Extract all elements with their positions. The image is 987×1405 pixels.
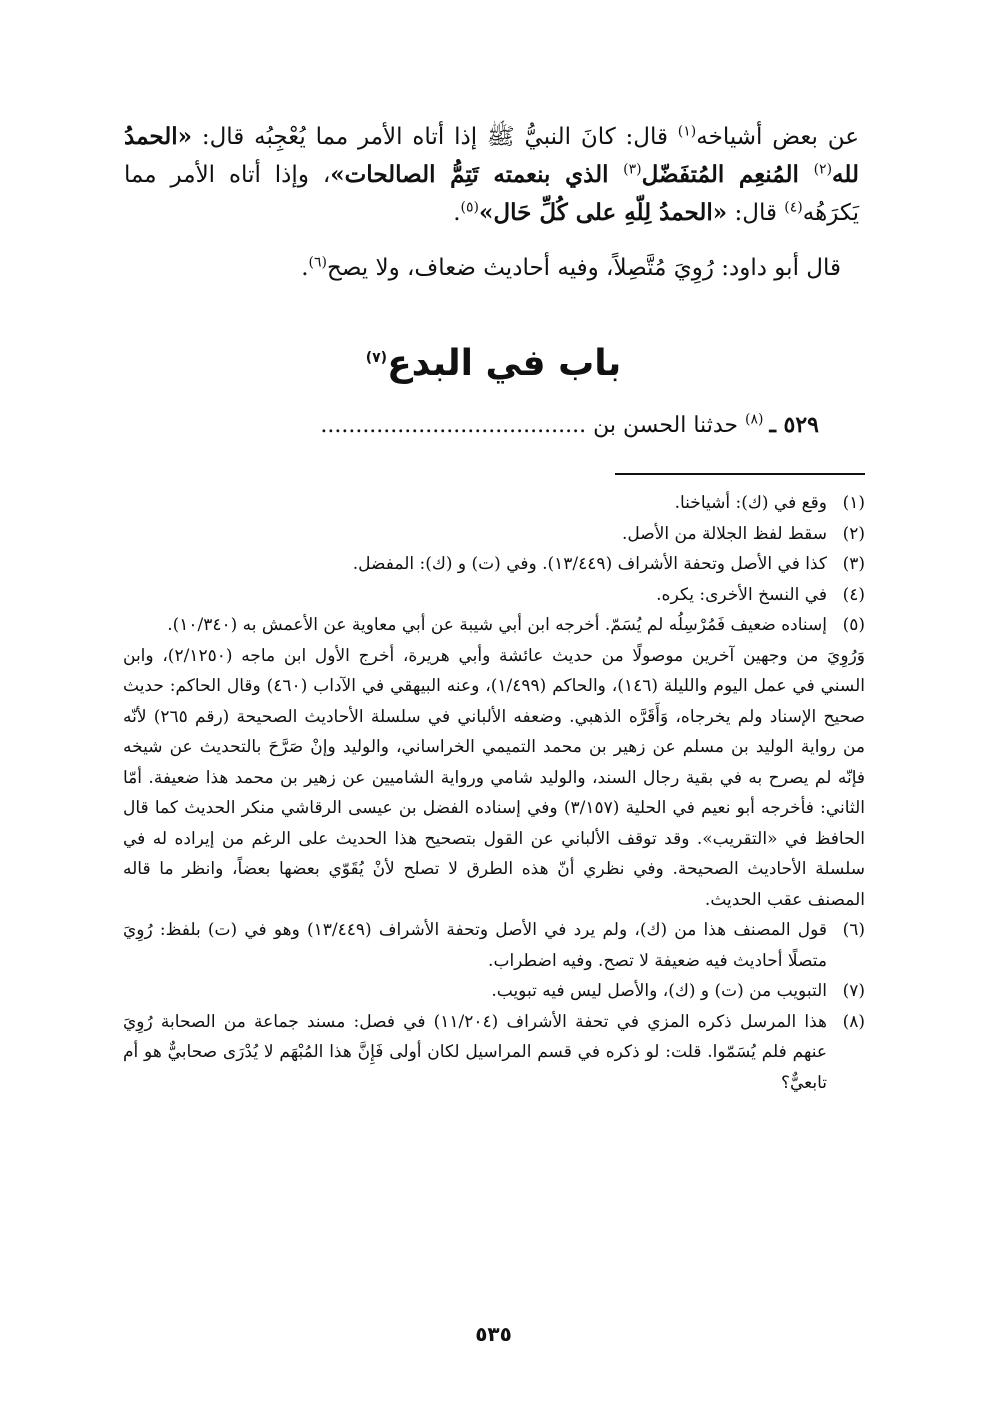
- footnote-marker: (٣): [623, 161, 642, 178]
- footnote-continuation: وَرُوِيَ من وجهين آخرين موصولًا من حديث عائشة وأبي هريرة، أخرج الأول ابن ماجه (٢/١٢٥٠)، وابن السني في عمل اليوم والليلة (١٤٦)، والحاكم (١/٤٩٩)، وعنه البيهقي في الآداب (٤٦٠) وقال الحاكم: حديث صحيح الإسناد ولم يخرجاه، وَأَقَرَّه الذهبي. وضعفه الألباني في سلسلة الأحاديث الصحيحة (رقم ٢٦٥) لأنّه من رواية الوليد بن مسلم عن زهير بن محمد التميمي الخراساني، والوليد وإنْ صَرَّحَ بالتحديث عن شيخه فإنّه لم يصرح به في بقية رجال السند، والوليد شامي ورواية الشاميين عن زهير بن محمد هذا ضعيفة. أمّا الثاني: فأخرجه أبو نعيم في الحلية (٣/١٥٧) وفي إسناده الفضل بن عيسى الرقاشي منكر الحديث كما قال الحافظ في «التقريب». وقد توقف الألباني عن القول بتصحيح هذا الحديث على الرغم من إيراده له في سلسلة الأحاديث الصحيحة. وفي نظري أنّ هذه الطرق لا تصلح لأنْ يُقَوّي بعضها بعضاً، وانظر ما قاله المصنف عقب الحديث.: [123, 645, 866, 910]
- footnote-marker: (٦): [308, 254, 327, 271]
- page-number: ٥٣٥: [475, 1322, 512, 1346]
- footnote-text: وقع في (ك): أشياخنا.: [674, 493, 827, 513]
- footnote-marker: (١): [677, 123, 697, 140]
- footnote-number: (٤): [842, 584, 865, 605]
- footnote: [123, 976, 865, 1007]
- footnote-marker: (٢): [813, 161, 833, 178]
- hadith-line: [124, 412, 819, 438]
- footnote-text: قول المصنف هذا من (ك)، ولم يرد في الأصل وتحفة الأشراف (١٣/٤٤٩) وهو في (ت) بلفظ: رُوِيَ متصلًا أحاديث فيه ضعيفة لا تصح. وفيه اضطراب.: [123, 920, 827, 971]
- text-run: .: [453, 200, 461, 226]
- footnote-marker: (٧): [365, 350, 388, 366]
- footnote: [123, 915, 865, 976]
- hadith-text: حدثنا الحسن بن: [586, 413, 745, 438]
- text-run: قال: كانَ النبيُّ ﷺ إذا أتاه الأمر مما يُعْجِبُه قال:: [192, 124, 678, 150]
- text-run: ، وإذا أتاه الأمر مما يَكرَهُه: [124, 162, 859, 226]
- footnote: [123, 610, 865, 641]
- footnote-marker: (٨): [744, 412, 764, 428]
- footnote-number: (٧): [842, 981, 865, 1001]
- footnotes: [123, 488, 865, 1098]
- footnote: [123, 549, 865, 580]
- footnote-separator: [615, 473, 865, 475]
- footnote: [123, 519, 865, 550]
- footnote-number: (٥): [842, 615, 865, 635]
- quote-text: «الحمدُ لِلّهِ على كُلِّ حَال»: [479, 199, 728, 226]
- footnote-text: إسناده ضعيف فَمُرْسِلُه لم يُسَمّ. أخرجه ابن أبي شيبة عن أبي معاوية عن الأعمش به (١٠/٣٤٠).: [167, 615, 827, 635]
- text-run: عن بعض أشياخه: [696, 124, 859, 150]
- chapter-heading: [0, 343, 987, 384]
- footnote-text: كذا في الأصل وتحفة الأشراف (١٣/٤٤٩). وفي (ت) و (ك): المفضل.: [352, 554, 827, 574]
- footnote-number: (٦): [842, 920, 865, 940]
- footnote-marker: (٥): [460, 199, 479, 216]
- hadith-paragraph: [124, 118, 859, 232]
- footnote-number: (٨): [842, 1011, 865, 1032]
- footnote: [123, 580, 865, 611]
- footnote-number: (١): [842, 493, 865, 513]
- ellipsis-dots: ......................................: [320, 413, 587, 438]
- text-run: قال:: [727, 200, 785, 226]
- text-run: .: [301, 255, 309, 281]
- footnote-text: في النسخ الأخرى: يكره.: [656, 584, 827, 605]
- quote-text: المُنعِم المُتفَضّل: [641, 161, 814, 188]
- hadith-number: ٥٢٩ ـ: [769, 412, 819, 438]
- footnote: [123, 1007, 865, 1099]
- footnote-marker: (٤): [784, 199, 803, 216]
- footnote: [123, 488, 865, 519]
- text-run: قال أبو داود: رُوِيَ مُتَّصِلاً، وفيه أحاديث ضعاف، ولا يصح: [326, 255, 841, 281]
- main-text: [124, 118, 859, 287]
- footnote-number: (٣): [842, 554, 865, 574]
- abu-dawud-remark: [124, 250, 841, 287]
- footnote-text: سقط لفظ الجلالة من الأصل.: [621, 523, 827, 544]
- quote-text: «الحمدُ لله: [124, 123, 859, 188]
- quote-text: الذي بنعمته تَتِمُّ الصالحات»: [330, 161, 624, 188]
- chapter-title: باب في البدع: [387, 343, 622, 384]
- footnote-text: التبويب من (ت) و (ك)، والأصل ليس فيه تبويب.: [491, 981, 827, 1001]
- footnote-text: هذا المرسل ذكره المزي في تحفة الأشراف (١١/٢٠٤) في فصل: مسند جماعة من الصحابة رُوِيَ عنهم فلم يُسَمّوا. قلت: لو ذكره في قسم المراسيل لكان أولى فَإِنَّ هذا المُبْهَم لا يُدْرَى صحابيٌّ هو أم تابعيٌّ؟: [123, 1011, 827, 1093]
- footnote-number: (٢): [842, 523, 865, 544]
